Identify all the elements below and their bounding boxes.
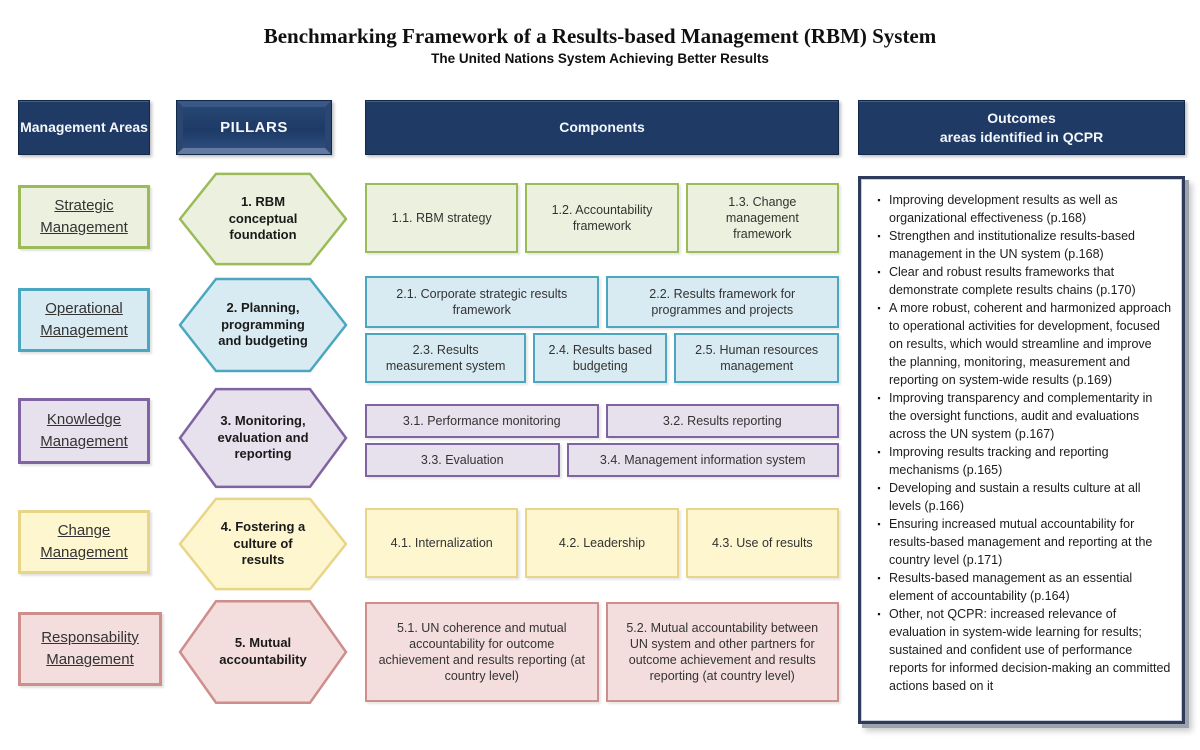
header-components: Components: [365, 100, 839, 155]
outcome-bullet: [869, 479, 1174, 515]
component-3-2: 3.2. Results reporting: [606, 404, 840, 438]
outcome-text: Improving development results as well as organizational effectiveness (p.168): [889, 193, 1118, 225]
component-3-4: 3.4. Management information system: [567, 443, 840, 477]
component-2-3: 2.3. Results measurement system: [365, 333, 526, 383]
pillar-1-label: 1. RBM conceptual foundation: [228, 193, 298, 243]
outcome-bullet: [869, 443, 1174, 479]
component-2-5: 2.5. Human resources management: [674, 333, 839, 383]
management-area-responsability: Responsability Management: [18, 612, 162, 686]
pillar-2-label: 2. Planning, programming and budgeting: [218, 299, 308, 349]
bullet-square-icon: ▪: [877, 519, 881, 529]
outcome-bullet: [869, 569, 1174, 605]
outcome-bullet: [869, 227, 1174, 263]
pillar-hexagon-5: [178, 598, 348, 706]
outcome-text: Improving results tracking and reporting mechanisms (p.165): [889, 445, 1109, 477]
bullet-square-icon: ▪: [877, 573, 881, 583]
management-area-strategic: Strategic Management: [18, 185, 150, 249]
component-2-2: 2.2. Results framework for programmes and projects: [606, 276, 840, 328]
pillar-hexagon-2: [178, 276, 348, 374]
component-4-3: 4.3. Use of results: [686, 508, 839, 578]
outcome-text: Clear and robust results frameworks that demonstrate complete results chains (p.170): [889, 265, 1136, 297]
components-row-1: [365, 183, 839, 253]
header-pillars-label: PILLARS: [220, 118, 288, 136]
outcomes-panel: [858, 176, 1185, 724]
outcome-bullet: [869, 389, 1174, 443]
component-5-1: 5.1. UN coherence and mutual accountability for outcome achievement and results reporting (at country level): [365, 602, 599, 702]
outcome-text: Improving transparency and complementarity in the oversight functions, audit and evaluations across the UN system (p.167): [889, 391, 1153, 441]
bullet-square-icon: ▪: [877, 609, 881, 619]
management-area-operational: Operational Management: [18, 288, 150, 352]
outcome-bullet: [869, 515, 1174, 569]
outcome-text: Results-based management as an essential element of accountability (p.164): [889, 571, 1133, 603]
page-title: Benchmarking Framework of a Results-based Management (RBM) System: [263, 24, 937, 48]
bullet-square-icon: ▪: [877, 267, 881, 277]
bullet-square-icon: ▪: [877, 231, 881, 241]
component-4-1: 4.1. Internalization: [365, 508, 518, 578]
outcome-text: Strengthen and institutionalize results-based management in the UN system (p.168): [889, 229, 1135, 261]
bullet-square-icon: ▪: [877, 195, 881, 205]
component-1-1: 1.1. RBM strategy: [365, 183, 518, 253]
outcome-bullet: [869, 263, 1174, 299]
bullet-square-icon: ▪: [877, 483, 881, 493]
components-row-5: [365, 602, 839, 702]
header-outcomes: [858, 100, 1185, 155]
pillar-3-label: 3. Monitoring, evaluation and reporting: [217, 412, 309, 462]
outcome-text: Developing and sustain a results culture at all levels (p.166): [889, 481, 1141, 513]
pillar-4-label: 4. Fostering a culture of results: [220, 518, 306, 568]
pillar-hexagon-3: [178, 386, 348, 490]
pillar-5-label: 5. Mutual accountability: [219, 635, 307, 667]
pillar-hexagon-4: [178, 496, 348, 592]
page-subtitle: The United Nations System Achieving Better Results: [431, 51, 769, 66]
component-1-3: 1.3. Change management framework: [686, 183, 839, 253]
component-3-1: 3.1. Performance monitoring: [365, 404, 599, 438]
pillars-bevel: [177, 101, 331, 154]
outcome-text: Ensuring increased mutual accountability for results-based management and reporting at the country level (p.171): [889, 517, 1153, 567]
component-2-4: 2.4. Results based budgeting: [533, 333, 667, 383]
header-outcomes-line1: Outcomes: [987, 110, 1056, 127]
bullet-square-icon: ▪: [877, 447, 881, 457]
management-area-knowledge: Knowledge Management: [18, 398, 150, 464]
components-row-4: [365, 508, 839, 578]
components-row-2b: [365, 333, 839, 383]
component-3-3: 3.3. Evaluation: [365, 443, 560, 477]
components-row-2a: [365, 276, 839, 328]
pillar-hexagon-1: [178, 171, 348, 267]
outcome-bullet: [869, 191, 1174, 227]
components-row-3b: [365, 443, 839, 477]
outcome-text: Other, not QCPR: increased relevance of evaluation in system-wide learning for results; sustained and confident use of performance reports for informed decision-making an committed actions based on it: [889, 607, 1171, 693]
header-management-areas: Management Areas: [18, 100, 150, 155]
components-row-3a: [365, 404, 839, 438]
bullet-square-icon: ▪: [877, 393, 881, 403]
outcome-text: A more robust, coherent and harmonized approach to operational activities for development, focused on results, which would streamline and improve the planning, monitoring, measurement and reporting on system-wide results (p.169): [889, 301, 1172, 387]
component-1-2: 1.2. Accountability framework: [525, 183, 678, 253]
component-2-1: 2.1. Corporate strategic results framework: [365, 276, 599, 328]
outcome-bullet: [869, 299, 1174, 389]
header-outcomes-line2: areas identified in QCPR: [939, 128, 1104, 145]
management-area-change: Change Management: [18, 510, 150, 574]
header-pillars: [176, 100, 332, 155]
component-4-2: 4.2. Leadership: [525, 508, 678, 578]
component-5-2: 5.2. Mutual accountability between UN system and other partners for outcome achievement and results reporting (at country level): [606, 602, 840, 702]
outcome-bullet: [869, 605, 1174, 695]
bullet-square-icon: ▪: [877, 303, 881, 313]
